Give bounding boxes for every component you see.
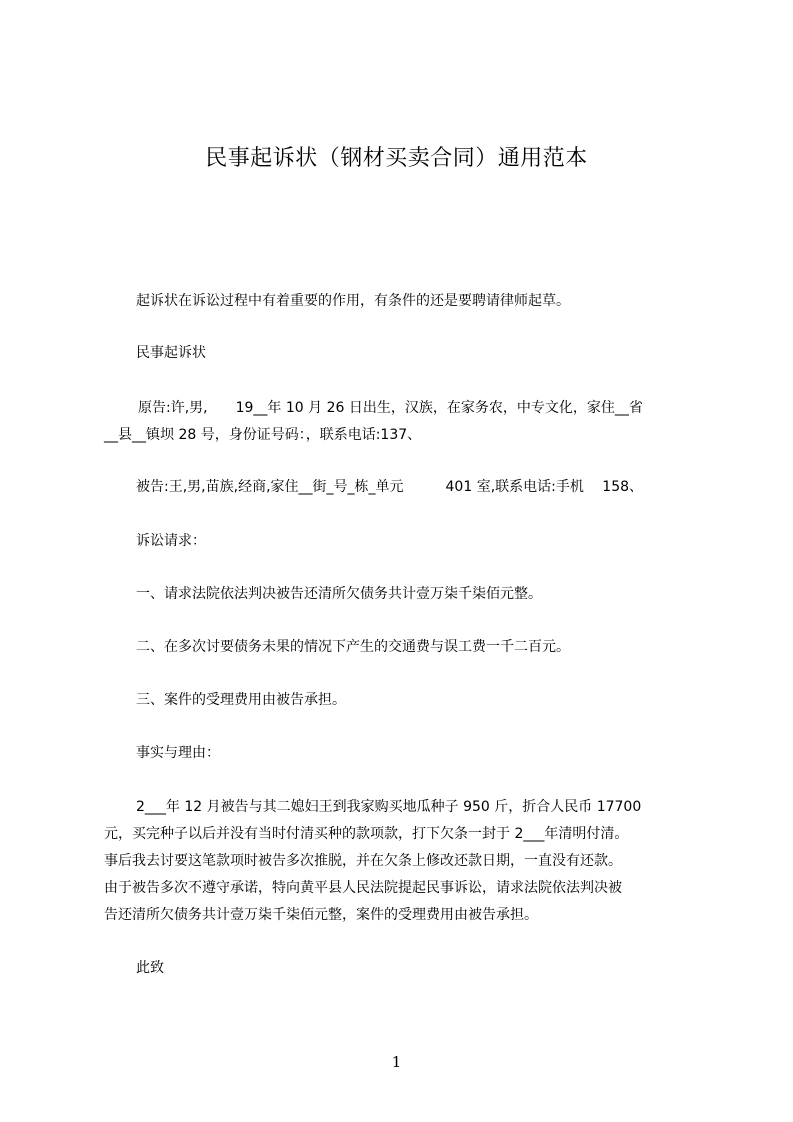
plaintiff-line: 原告:许,男, 19__年 10 月 26 日出生，汉族，在家务农，中专文化，家住__省 <box>138 400 643 416</box>
claims-heading: 诉讼请求： <box>136 533 206 549</box>
facts-line: 2___年 12 月被告与其二媳妇王到我家购买地瓜种子 950 斤，折合人民币 17700 <box>122 799 642 815</box>
closing-text: 此致 <box>136 960 164 976</box>
document-title: 民事起诉状（钢材买卖合同）通用范本 <box>205 146 588 171</box>
facts-paragraph <box>104 794 698 929</box>
plaintiff-paragraph <box>104 395 698 449</box>
facts-line: 事后我去讨要这笔款项时被告多次推脱，并在欠条上修改还款日期，一直没有还款。 <box>104 853 622 869</box>
claim-item: 二、在多次讨要债务未果的情况下产生的交通费与误工费一千二百元。 <box>136 639 570 655</box>
facts-line: 元，买完种子以后并没有当时付清买种的款项款，打下欠条一封于 2___年清明付清。 <box>104 826 629 842</box>
page-number: 1 <box>391 1053 402 1071</box>
facts-heading: 事实与理由： <box>136 745 220 761</box>
intro-paragraph: 起诉状在诉讼过程中有着重要的作用，有条件的还是要聘请律师起草。 <box>136 293 570 309</box>
facts-line: 告还清所欠债务共计壹万柒千柒佰元整，案件的受理费用由被告承担。 <box>104 907 538 923</box>
claim-item: 三、案件的受理费用由被告承担。 <box>136 692 346 708</box>
plaintiff-line: __县__镇坝 28 号，身份证号码：，联系电话:137、 <box>104 427 422 443</box>
defendant-paragraph: 被告:王,男,苗族,经商,家住__街_号_栋_单元 401 室,联系电话:手机 158、 <box>136 479 644 495</box>
claim-item: 一、请求法院依法判决被告还清所欠债务共计壹万柒千柒佰元整。 <box>136 586 542 602</box>
complaint-heading: 民事起诉状 <box>136 345 206 361</box>
facts-line: 由于被告多次不遵守承诺，特向黄平县人民法院提起民事诉讼，请求法院依法判决被 <box>104 880 622 896</box>
